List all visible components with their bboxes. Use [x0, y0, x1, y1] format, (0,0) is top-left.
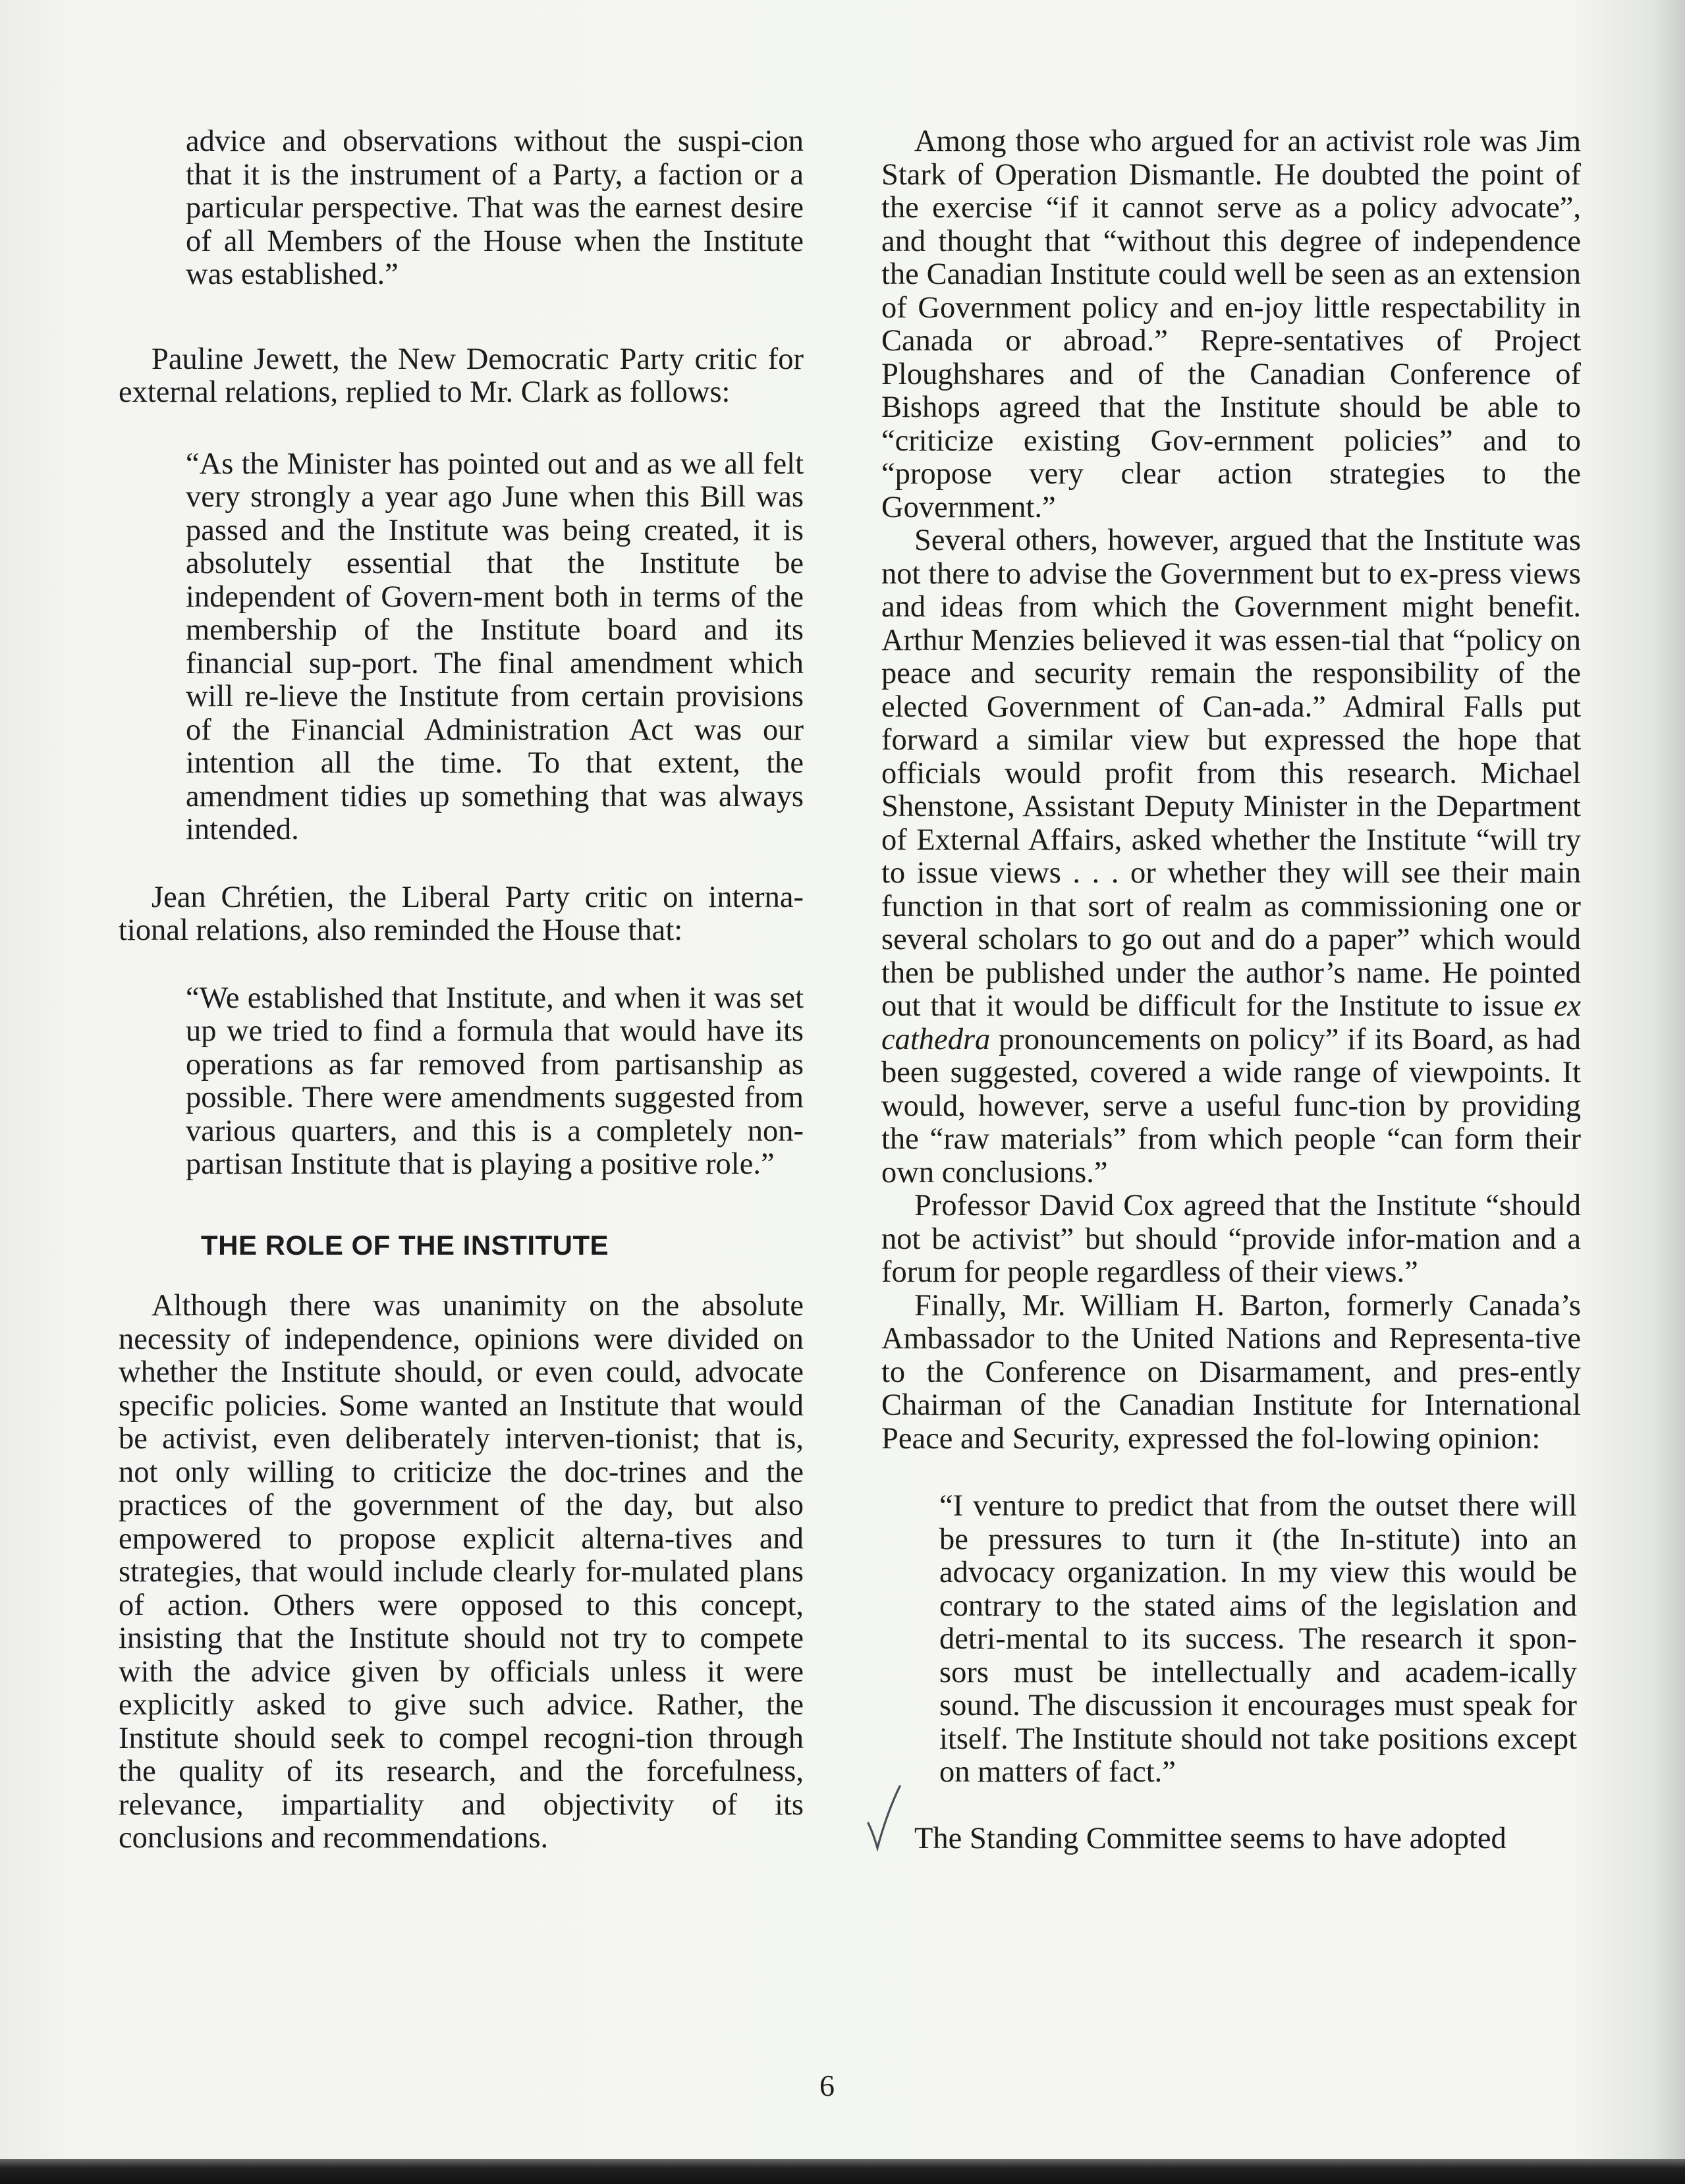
- advise-text: Several others, however, argued that the Institute was not there to advise the Government but to ex-press views and ideas from which the Government might benefit. Arthur Menzies believed it was essen-tial that “policy on peace and security remain the responsibility of the elected Government of Can-ada.” Admiral Falls put forward a similar view but expressed the hope that officials would profit from this research. Michael Shenstone, Assistant Deputy Minister in the Department of External Affairs, asked whether the Institute “will try to issue views . . . or whether they will see their main function in that sort of realm as commissioning one or several scholars to go out and do a paper” which would then be published under the author’s name. He pointed out that it would be difficult for the Institute to issue: [881, 524, 1581, 1023]
- advise-paragraph: [881, 524, 1581, 1189]
- right-column: [881, 125, 1581, 1855]
- left-column: [119, 125, 804, 1855]
- chretien-intro: Jean Chrétien, the Liberal Party critic on interna-tional relations, also reminded the House that:: [119, 880, 804, 947]
- clark-quote-end: advice and observations without the suspi-cion that it is the instrument of a Party, a faction or a particular perspective. That was the earnest desire of all Members of the House when the Institute was established.”: [186, 124, 804, 291]
- handwritten-check-mark: [864, 1782, 904, 1855]
- page-number: 6: [819, 2069, 835, 2102]
- barton-quote: “I venture to predict that from the outset there will be pressures to turn it (the In-stitute) into an advocacy organization. In my view this would be contrary to the stated aims of the legislation and detri-mental to its success. The research it spon-sors must be intellectually and academ-ically sound. The discussion it encourages must speak for itself. The Institute should not take positions except on matters of fact.”: [939, 1489, 1577, 1789]
- page-bottom-edge: [0, 2159, 1685, 2184]
- chretien-quote: “We established that Institute, and when it was set up we tried to find a formula that would have its operations as far removed from partisanship as possible. There were amendments suggested from various quarters, and this is a completely non-partisan Institute that is playing a positive role.”: [186, 981, 804, 1181]
- committee-paragraph: The Standing Committee seems to have adopted: [914, 1821, 1506, 1855]
- advise-text-rest: pronouncements on policy” if its Board, as had been suggested, covered a wide range of viewpoints. It would, however, serve a useful func-tion by providing the “raw materials” from which people “can form their own conclusions.”: [881, 1022, 1581, 1189]
- barton-intro: Finally, Mr. William H. Barton, formerly Canada’s Ambassador to the United Nations and Representa-tive to the Conference on Disarmament, and pres-ently Chairman of the Canadian Institute for International Peace and Security, expressed the fol-lowing opinion:: [881, 1288, 1581, 1456]
- section-heading: THE ROLE OF THE INSTITUTE: [201, 1229, 609, 1261]
- jewett-quote: “As the Minister has pointed out and as we all felt very strongly a year ago June when this Bill was passed and the Institute was being created, it is absolutely essential that the Institute be independent of Govern-ment both in terms of the membership of the Institute board and its financial sup-port. The final amendment which will re-lieve the Institute from certain provisions of the Financial Administration Act was our intention all the time. To that extent, the amendment tidies up something that was always intended.: [186, 447, 804, 846]
- activist-paragraph: Among those who argued for an activist role was Jim Stark of Operation Dismantle. He doubted the point of the exercise “if it cannot serve as a policy advocate”, and thought that “without this degree of independence the Canadian Institute could well be seen as an extension of Government policy and en-joy little respectability in Canada or abroad.” Repre-sentatives of Project Ploughshares and of the Canadian Conference of Bishops agreed that the Institute should be able to “criticize existing Gov-ernment policies” and to “propose very clear action strategies to the Government.”: [881, 124, 1581, 524]
- jewett-intro: Pauline Jewett, the New Democratic Party critic for external relations, replied to Mr. Clark as follows:: [119, 342, 804, 409]
- role-paragraph: Although there was unanimity on the absolute necessity of independence, opinions were divided on whether the Institute should, or even could, advocate specific policies. Some wanted an Institute that would be activist, even deliberately interven-tionist; that is, not only willing to criticize the doc-trines and the practices of the government of the day, but also empowered to propose explicit alterna-tives and strategies, that would include clearly for-mulated plans of action. Others were opposed to this concept, insisting that the Institute should not try to compete with the advice given by officials unless it were explicitly asked to give such advice. Rather, the Institute should seek to compel recogni-tion through the quality of its research, and the forcefulness, relevance, impartiality and objectivity of its conclusions and recommendations.: [119, 1289, 804, 1855]
- cox-paragraph: Professor David Cox agreed that the Institute “should not be activist” but should “provide infor-mation and a forum for people regardless of their views.”: [881, 1189, 1581, 1289]
- ex-cathedra-text: ex cathedra: [881, 989, 1581, 1056]
